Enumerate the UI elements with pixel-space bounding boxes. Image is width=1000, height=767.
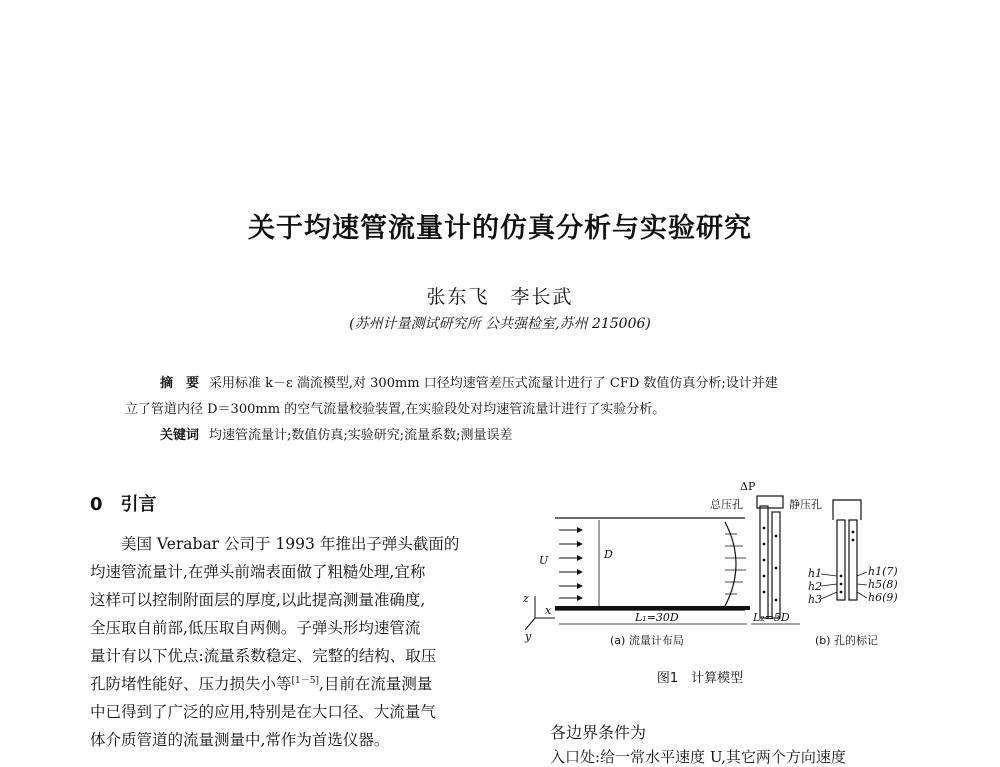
citation-ref: [1－5] bbox=[291, 675, 319, 686]
body-line: 全压取自前部,低压取自两侧。子弹头形均速管流 bbox=[90, 619, 421, 637]
label-U: U bbox=[539, 554, 549, 567]
subcaption-a: (a) 流量计布局 bbox=[610, 634, 684, 647]
subcaption-b: (b) 孔的标记 bbox=[815, 634, 879, 647]
label-D: D bbox=[604, 548, 613, 561]
figure-1 bbox=[515, 478, 915, 668]
body-line: 中已得到了广泛的应用,特别是在大口径、大流量气 bbox=[90, 703, 436, 721]
abstract-line-1 bbox=[160, 372, 778, 391]
keywords-label: 关键词 bbox=[160, 428, 200, 443]
label-h5: h5(8) bbox=[868, 578, 898, 591]
keywords-text: 均速管流量计;数值仿真;实验研究;流量系数;测量误差 bbox=[209, 428, 513, 443]
label-dp: ΔP bbox=[740, 480, 756, 493]
label-h1: h1 bbox=[808, 567, 823, 580]
abstract-label: 摘 要 bbox=[160, 376, 200, 391]
abstract-line-2: 立了管道内径 D＝300mm 的空气流量校验装置,在实验段处对均速管流量计进行了实验分析。 bbox=[125, 402, 666, 417]
body-line: 量计有以下优点:流量系数稳定、完整的结构、取压 bbox=[90, 647, 437, 665]
affiliation: (苏州计量测试研究所 公共强检室,苏州 215006) bbox=[349, 316, 651, 332]
label-x: x bbox=[545, 604, 552, 617]
abstract-text-1: 采用标准 k－ε 湍流模型,对 300mm 口径均速管差压式流量计进行了 CFD 数值仿真分析;设计并建 bbox=[209, 376, 778, 391]
body-line: 这样可以控制附面层的厚度,以此提高测量准确度, bbox=[90, 591, 426, 609]
figure-caption: 图1 计算模型 bbox=[656, 671, 744, 686]
label-total-hole: 总压孔 bbox=[710, 498, 743, 511]
label-z: z bbox=[523, 592, 529, 605]
label-h6: h6(9) bbox=[868, 591, 898, 604]
body-line: 美国 Verabar 公司于 1993 年推出子弹头截面的 bbox=[90, 535, 460, 553]
keywords-line bbox=[160, 424, 513, 443]
label-static-hole: 静压孔 bbox=[789, 498, 822, 511]
boundary-heading: 各边界条件为 bbox=[550, 723, 647, 742]
section-heading: 0 引言 bbox=[90, 494, 157, 515]
body-line: 体介质管道的流量测量中,常作为首选仪器。 bbox=[90, 731, 390, 749]
label-L2: L₂=5D bbox=[753, 611, 790, 624]
body-line bbox=[90, 672, 432, 694]
body-line: 均速管流量计,在弹头前端表面做了粗糙处理,宜称 bbox=[90, 563, 426, 581]
label-h2: h2 bbox=[808, 580, 823, 593]
label-h4: h1(7) bbox=[868, 565, 898, 578]
authors: 张东飞 李长武 bbox=[426, 286, 574, 308]
boundary-line: 入口处:给一常水平速度 U,其它两个方向速度 bbox=[550, 748, 846, 766]
label-y: y bbox=[525, 630, 532, 643]
label-h3: h3 bbox=[808, 593, 823, 606]
body-text: ,目前在流量测量 bbox=[319, 675, 433, 693]
paper-title: 关于均速管流量计的仿真分析与实验研究 bbox=[248, 213, 752, 244]
label-L1: L₁=30D bbox=[635, 611, 679, 624]
body-text: 孔防堵性能好、压力损失小等 bbox=[90, 675, 292, 693]
